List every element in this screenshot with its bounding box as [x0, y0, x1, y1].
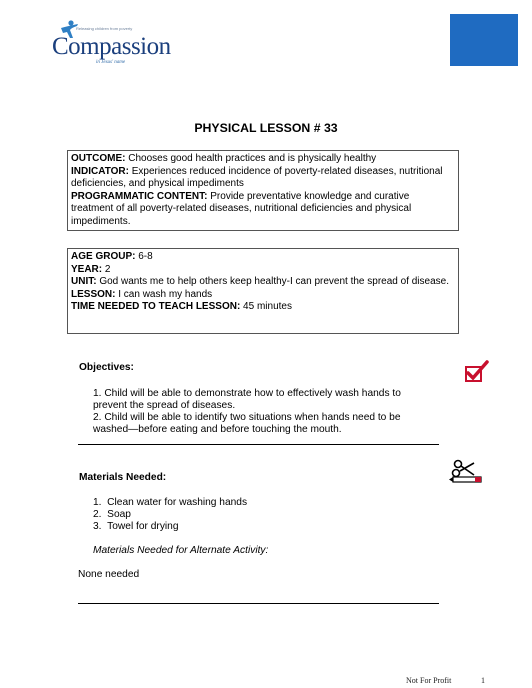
lesson-title: PHYSICAL LESSON # 33 — [194, 121, 338, 135]
materials-item-2-text: Soap — [107, 509, 131, 520]
objectives-heading: Objectives: — [79, 362, 134, 373]
time-label: TIME NEEDED TO TEACH LESSON: — [71, 301, 241, 313]
unit-text: God wants me to help others keep healthy-I can prevent the spread of disease. — [96, 276, 449, 288]
alternate-materials-text: None needed — [78, 569, 140, 580]
content-line — [71, 191, 454, 229]
materials-item-3-text: Towel for drying — [107, 521, 179, 532]
age-line — [71, 251, 454, 264]
age-text: 6-8 — [135, 251, 153, 262]
content-label: PROGRAMMATIC CONTENT: — [71, 190, 208, 202]
outcome-label: OUTCOME: — [71, 153, 126, 164]
alternate-materials-heading: Materials Needed for Alternate Activity: — [93, 545, 269, 556]
lesson-line — [71, 289, 454, 302]
checkbox-check-icon — [464, 360, 490, 384]
time-text: 45 minutes — [240, 301, 292, 313]
logo-wordmark: Compassion — [52, 33, 171, 60]
unit-line — [71, 276, 454, 289]
materials-list-item-1: 1. Clean water for washing hands — [93, 497, 248, 508]
lesson-label: LESSON: — [71, 288, 116, 300]
logo-subline: in Jesus' name — [96, 60, 126, 65]
scissors-pencil-icon — [449, 459, 489, 485]
lesson-info-box — [67, 248, 459, 334]
indicator-line — [71, 166, 454, 191]
materials-item-1-text: Clean water for washing hands — [107, 497, 248, 508]
content-text: Provide preventative knowledge and curative treatment of all poverty-related diseases, nutritional deficiencies and physical impediments. — [71, 190, 412, 227]
blue-ink-block — [450, 14, 518, 66]
lesson-text: I can wash my hands — [115, 288, 213, 300]
materials-heading: Materials Needed: — [79, 472, 167, 483]
materials-list-item-2: 2. Soap — [93, 509, 131, 520]
section-divider — [78, 444, 439, 445]
footer-text: Not For Profit — [406, 676, 452, 685]
year-line — [71, 264, 454, 277]
time-line — [71, 301, 454, 314]
materials-list-item-3: 3. Towel for drying — [93, 521, 179, 532]
objective-item-2: 2. Child will be able to identify two situations when hands need to be washed—before eating and before touching the mouth. — [93, 412, 401, 436]
logo-tagline: Releasing children from poverty — [76, 26, 133, 31]
outcome-line — [71, 153, 454, 166]
age-label: AGE GROUP: — [71, 251, 136, 262]
outcome-box — [67, 150, 459, 231]
unit-label: UNIT: — [71, 276, 97, 288]
objective-item-1: 1. Child will be able to demonstrate how to effectively wash hands to prevent the spread of diseases. — [93, 388, 401, 412]
outcome-text: Chooses good health practices and is physically healthy — [125, 153, 377, 164]
year-text: 2 — [102, 263, 111, 275]
page-number: 1 — [481, 676, 485, 685]
indicator-label: INDICATOR: — [71, 165, 129, 177]
year-label: YEAR: — [71, 263, 103, 275]
section-divider — [78, 603, 439, 604]
compassion-logo — [50, 20, 171, 68]
indicator-text: Experiences reduced incidence of poverty-related diseases, nutritional deficiencies, and physical impediments — [71, 165, 443, 190]
